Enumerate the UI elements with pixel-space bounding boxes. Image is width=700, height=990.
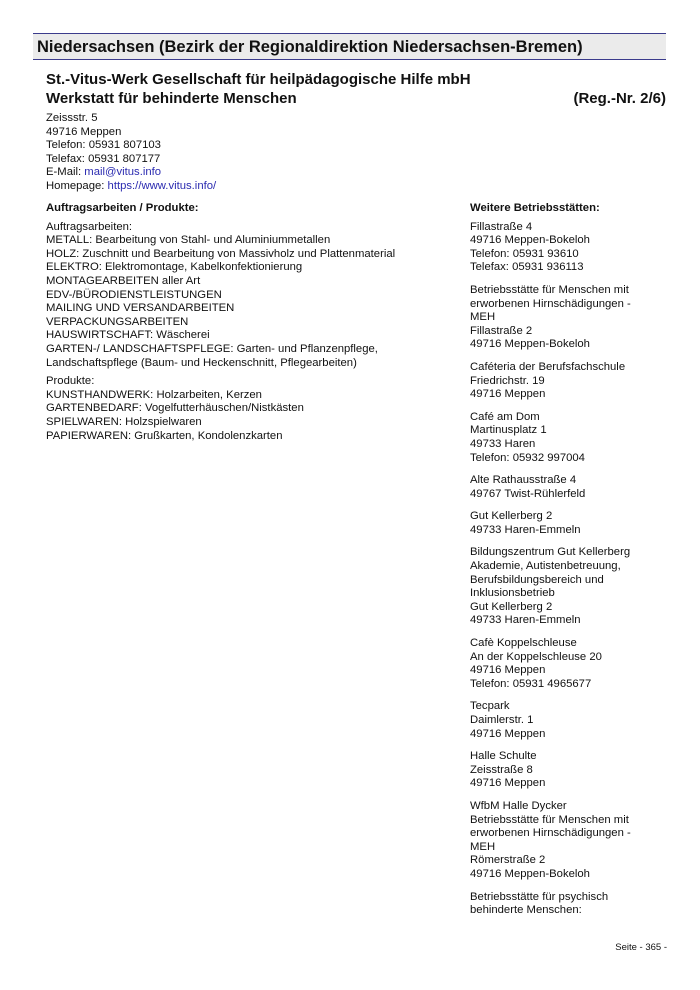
list-item: GARTENBEDARF: Vogelfutterhäuschen/Nistkästen: [46, 402, 304, 415]
site-address-line: Martinusplatz 1: [470, 424, 547, 437]
site-address-line: 49733 Haren-Emmeln: [470, 614, 581, 627]
list-item: METALL: Bearbeitung von Stahl- und Aluminiummetallen: [46, 234, 331, 247]
list-item: KUNSTHANDWERK: Holzarbeiten, Kerzen: [46, 388, 262, 401]
list-item: MAILING UND VERSANDARBEITEN: [46, 302, 235, 315]
homepage-label: Homepage:: [46, 179, 108, 192]
site-address-line: Römerstraße 2: [470, 854, 546, 867]
site-address-line: Gut Kellerberg 2: [470, 510, 553, 523]
list-item: Landschaftspflege (Baum- und Heckenschnitt, Pflegearbeiten): [46, 356, 357, 369]
list-item: PAPIERWAREN: Grußkarten, Kondolenzkarten: [46, 429, 283, 442]
site-address-line: Halle Schulte: [470, 750, 537, 763]
site-address-block: [470, 510, 670, 537]
site-address-line: Telefon: 05931 4965677: [470, 677, 592, 690]
contact-homepage-row: [46, 180, 426, 194]
products-column: [46, 202, 451, 448]
site-address-block: [470, 800, 670, 882]
homepage-link[interactable]: https://www.vitus.info/: [107, 179, 217, 192]
site-address-line: 49733 Haren-Emmeln: [470, 523, 581, 536]
site-address-block: [470, 474, 670, 501]
site-address-block: [470, 891, 670, 918]
site-address-line: 49716 Meppen: [470, 388, 546, 401]
contact-city: 49716 Meppen: [46, 125, 122, 138]
site-address-line: behinderte Menschen:: [470, 904, 582, 917]
auftragsarbeiten-list: [46, 221, 451, 371]
site-address-line: Telefax: 05931 936113: [470, 261, 584, 274]
produkte-list: [46, 375, 451, 443]
site-address-line: MEH: [470, 840, 496, 853]
site-address-line: An der Koppelschleuse 20: [470, 650, 602, 663]
site-address-line: Inklusionsbetrieb: [470, 587, 555, 600]
site-address-line: 49716 Meppen: [470, 777, 546, 790]
site-address-line: Betriebsstätte für psychisch: [470, 890, 609, 903]
list-item: EDV-/BÜRODIENSTLEISTUNGEN: [46, 288, 222, 301]
region-header: Niedersachsen (Bezirk der Regionaldirektion Niedersachsen-Bremen): [33, 33, 666, 60]
list-item: MONTAGEARBEITEN aller Art: [46, 274, 201, 287]
contact-block: [46, 112, 426, 194]
site-address-line: 49716 Meppen-Bokeloh: [470, 234, 590, 247]
site-address-line: 49733 Haren: [470, 437, 536, 450]
list-item: GARTEN-/ LANDSCHAFTSPFLEGE: Garten- und Pflanzenpflege,: [46, 342, 378, 355]
site-address-block: [470, 411, 670, 465]
site-address-block: [470, 284, 670, 352]
site-address-line: Betriebsstätte für Menschen mit: [470, 813, 629, 826]
site-address-line: Telefon: 05931 93610: [470, 247, 579, 260]
organization-title: [46, 70, 666, 108]
contact-street: Zeissstr. 5: [46, 112, 98, 124]
list-item: ELEKTRO: Elektromontage, Kabelkonfektionierung: [46, 261, 303, 274]
site-address-line: 49767 Twist-Rühlerfeld: [470, 487, 586, 500]
contact-phone: Telefon: 05931 807103: [46, 139, 161, 152]
site-address-line: Caféteria der Berufsfachschule: [470, 360, 626, 373]
site-address-line: Fillastraße 2: [470, 324, 533, 337]
site-address-block: [470, 361, 670, 402]
list-item: Produkte:: [46, 375, 95, 388]
sites-heading: Weitere Betriebsstätten:: [470, 202, 600, 214]
site-address-block: [470, 221, 670, 275]
site-address-line: Daimlerstr. 1: [470, 714, 534, 726]
site-address-line: Berufsbildungsbereich und: [470, 573, 604, 586]
list-item: HAUSWIRTSCHAFT: Wäscherei: [46, 329, 210, 342]
site-address-line: 49716 Meppen-Bokeloh: [470, 867, 590, 880]
site-address-line: Fillastraße 4: [470, 220, 533, 233]
site-address-line: 49716 Meppen: [470, 664, 546, 677]
list-item: HOLZ: Zuschnitt und Bearbeitung von Massivholz und Plattenmaterial: [46, 247, 396, 260]
site-address-line: Cafè Koppelschleuse: [470, 637, 577, 650]
site-address-line: WfbM Halle Dycker: [470, 799, 567, 812]
contact-email-row: [46, 166, 426, 180]
site-address-line: erworbenen Hirnschädigungen -: [470, 297, 631, 310]
list-item: SPIELWAREN: Holzspielwaren: [46, 415, 202, 428]
organization-name: St.-Vitus-Werk Gesellschaft für heilpädagogische Hilfe mbH: [46, 71, 471, 88]
site-address-line: erworbenen Hirnschädigungen -: [470, 827, 631, 840]
products-heading: Auftragsarbeiten / Produkte:: [46, 202, 199, 214]
site-address-block: [470, 750, 670, 791]
contact-fax: Telefax: 05931 807177: [46, 152, 161, 165]
site-address-line: Tecpark: [470, 700, 510, 713]
site-address-block: [470, 546, 670, 628]
page-number: Seite - 365 -: [615, 942, 667, 953]
site-address-line: MEH: [470, 311, 496, 324]
site-address-block: [470, 700, 670, 741]
site-address-line: Friedrichstr. 19: [470, 374, 545, 387]
site-address-line: Akademie, Autistenbetreuung,: [470, 560, 621, 573]
site-address-line: Zeisstraße 8: [470, 763, 533, 776]
site-address-line: Betriebsstätte für Menschen mit: [470, 283, 629, 296]
list-item: Auftragsarbeiten:: [46, 220, 133, 233]
email-label: E-Mail:: [46, 166, 85, 179]
site-address-line: Gut Kellerberg 2: [470, 600, 553, 613]
site-address-line: 49716 Meppen: [470, 727, 546, 740]
sites-column: [470, 202, 670, 927]
email-link[interactable]: mail@vitus.info: [84, 166, 162, 179]
site-address-block: [470, 637, 670, 691]
site-address-line: Telefon: 05932 997004: [470, 451, 585, 464]
organization-subtitle: Werkstatt für behinderte Menschen: [46, 90, 297, 107]
registration-number: (Reg.-Nr. 2/6): [573, 90, 666, 107]
sites-list: [470, 221, 670, 918]
site-address-line: 49716 Meppen-Bokeloh: [470, 338, 590, 351]
site-address-line: Bildungszentrum Gut Kellerberg: [470, 546, 631, 559]
site-address-line: Alte Rathausstraße 4: [470, 474, 577, 487]
list-item: VERPACKUNGSARBEITEN: [46, 315, 189, 328]
site-address-line: Café am Dom: [470, 410, 540, 423]
